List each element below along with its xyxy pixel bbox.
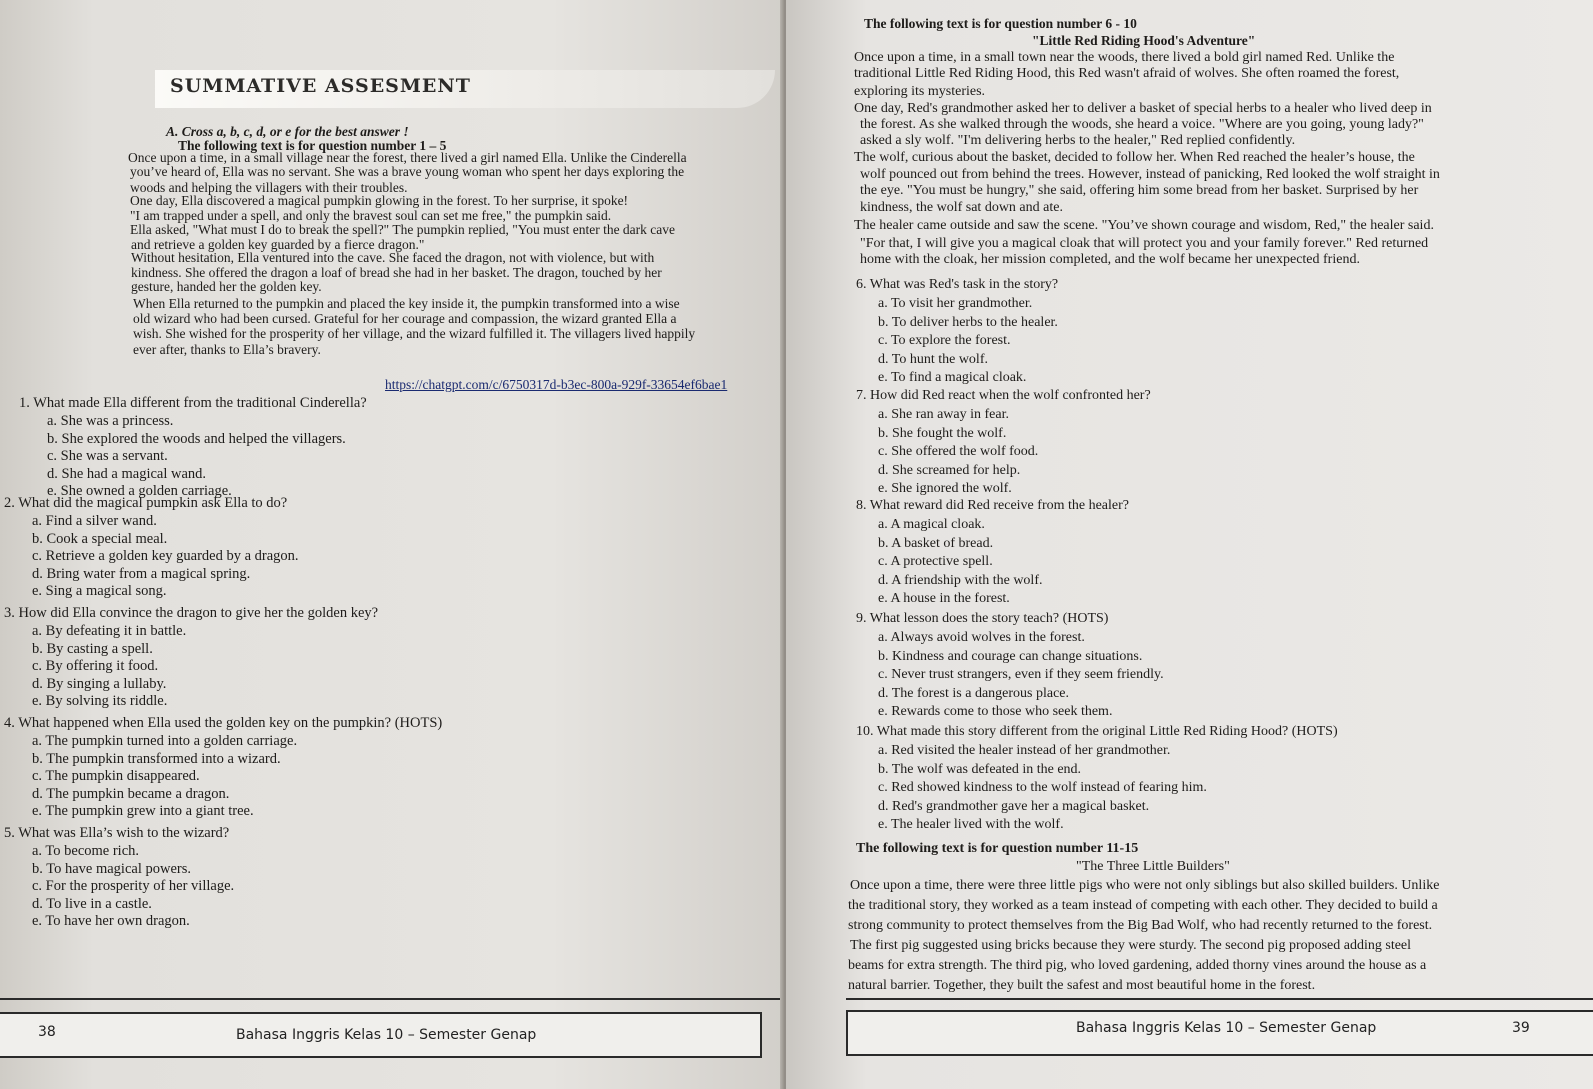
- text-intro: The following text is for question number 1 – 5: [178, 138, 447, 153]
- story-title: "Little Red Riding Hood's Adventure": [1032, 33, 1256, 48]
- question-stem: 10. What made this story different from the original Little Red Riding Hood? (HOTS): [856, 724, 1338, 739]
- answer-option: a. The pumpkin turned into a golden carriage.: [32, 733, 298, 749]
- passage-line: beams for extra strength. The third pig, who loved gardening, added thorny vines around the house as a: [848, 958, 1427, 973]
- question-stem: 4. What happened when Ella used the golden key on the pumpkin? (HOTS): [4, 715, 443, 731]
- answer-option: b. To deliver herbs to the healer.: [878, 314, 1058, 330]
- answer-option: a. Red visited the healer instead of her grandmother.: [878, 743, 1171, 758]
- footer-rule: [0, 998, 780, 1000]
- instruction: A. Cross a, b, c, d, or e for the best answer !: [166, 124, 409, 139]
- answer-option: c. Red showed kindness to the wolf instead of fearing him.: [878, 780, 1207, 795]
- answer-option: d. To live in a castle.: [32, 895, 152, 912]
- answer-option: e. Sing a magical song.: [32, 583, 167, 599]
- answer-option: e. She owned a golden carriage.: [47, 483, 232, 499]
- footer-label: Bahasa Inggris Kelas 10 – Semester Genap: [1076, 1020, 1377, 1036]
- passage-line: Without hesitation, Ella ventured into the cave. She faced the dragon, not with violence, but with: [131, 250, 655, 265]
- left-page: [0, 0, 784, 1089]
- answer-option: e. A house in the forest.: [878, 591, 1010, 606]
- page-number: 38: [38, 1024, 56, 1040]
- answer-option: c. A protective spell.: [878, 554, 993, 569]
- passage-line: strong community to protect themselves from the Big Bad Wolf, who had recently returned to the forest.: [848, 918, 1433, 933]
- answer-option: a. She was a princess.: [47, 413, 174, 429]
- passage-line: Once upon a time, in a small village near the forest, there lived a girl named Ella. Unlike the Cinderella: [128, 150, 687, 165]
- answer-option: c. To explore the forest.: [878, 333, 1011, 348]
- question-stem: 9. What lesson does the story teach? (HOTS): [856, 611, 1109, 626]
- answer-option: c. She was a servant.: [47, 448, 168, 464]
- footer-rule: [846, 998, 1593, 1000]
- question-stem: 7. How did Red react when the wolf confronted her?: [856, 388, 1151, 403]
- question-stem: 6. What was Red's task in the story?: [856, 277, 1059, 292]
- passage-line: wish. She wished for the prosperity of her village, and the wizard fulfilled it. The villagers lived happily: [133, 326, 696, 341]
- answer-option: a. Find a silver wand.: [32, 513, 157, 529]
- question-stem: 5. What was Ella’s wish to the wizard?: [4, 825, 230, 841]
- passage-line: The first pig suggested using bricks because they were sturdy. The second pig proposed adding steel: [850, 938, 1412, 953]
- answer-option: d. She had a magical wand.: [47, 465, 207, 482]
- passage-line: you’ve heard of, Ella was no servant. She was a brave young woman who spent her days exploring the: [130, 164, 685, 179]
- page-number: 39: [1512, 1020, 1530, 1036]
- passage-line: The wolf, curious about the basket, decided to follow her. When Red reached the healer’s house, the: [854, 150, 1415, 165]
- answer-option: c. The pumpkin disappeared.: [32, 768, 200, 784]
- answer-option: d. By singing a lullaby.: [32, 675, 167, 692]
- passage-line: old wizard who had been cursed. Grateful for her courage and compassion, the wizard granted Ella a: [133, 311, 677, 326]
- passage-line: Once upon a time, in a small town near the woods, there lived a bold girl named Red. Unlike the: [854, 50, 1395, 65]
- passage-line: woods and helping the villagers with their troubles.: [130, 180, 408, 195]
- passage-line: exploring its mysteries.: [854, 84, 986, 99]
- passage-line: kindness, the wolf sat down and ate.: [860, 200, 1063, 215]
- answer-option: e. She ignored the wolf.: [878, 481, 1012, 496]
- passage-line: One day, Ella discovered a magical pumpkin glowing in the forest. To her surprise, it spoke!: [130, 193, 629, 208]
- passage-line: the eye. "You must be hungry," she said, offering him some bread from her basket. Surprised by her: [860, 183, 1419, 198]
- answer-option: d. To hunt the wolf.: [878, 351, 988, 367]
- answer-option: a. Always avoid wolves in the forest.: [878, 630, 1085, 645]
- passage-line: Ella asked, "What must I do to break the spell?" The pumpkin replied, "You must enter the dark cave: [130, 222, 676, 237]
- answer-option: a. To visit her grandmother.: [878, 296, 1033, 311]
- question-stem: 1. What made Ella different from the traditional Cinderella?: [19, 395, 367, 411]
- passage-line: One day, Red's grandmother asked her to deliver a basket of special herbs to a healer who lived deep in: [854, 101, 1432, 116]
- answer-option: a. By defeating it in battle.: [32, 623, 187, 639]
- text-intro-2: The following text is for question number 11-15: [856, 841, 1139, 856]
- passage-line: natural barrier. Together, they built the safest and most beautiful home in the forest.: [848, 978, 1316, 993]
- answer-option: b. She fought the wolf.: [878, 425, 1007, 441]
- passage-line: the forest. As she walked through the woods, she heard a voice. "Where are you going, young lady?": [860, 117, 1424, 132]
- answer-option: b. By casting a spell.: [32, 640, 153, 657]
- passage-line: kindness. She offered the dragon a loaf of bread she had in her basket. The dragon, touched by her: [131, 265, 662, 280]
- passage-line: "For that, I will give you a magical cloak that will protect you and your family forever." Red returned: [860, 236, 1429, 251]
- passage-line: and retrieve a golden key guarded by a fierce dragon.": [131, 237, 425, 252]
- right-page: [786, 0, 1593, 1089]
- answer-option: c. By offering it food.: [32, 658, 159, 674]
- section-title: SUMMATIVE ASSESMENT: [170, 75, 471, 97]
- answer-option: a. A magical cloak.: [878, 517, 985, 532]
- passage-line: When Ella returned to the pumpkin and placed the key inside it, the pumpkin transformed into a wise: [133, 296, 680, 311]
- answer-option: e. To find a magical cloak.: [878, 370, 1027, 385]
- answer-option: c. Never trust strangers, even if they seem friendly.: [878, 667, 1164, 682]
- answer-option: e. By solving its riddle.: [32, 693, 168, 709]
- answer-option: e. The pumpkin grew into a giant tree.: [32, 803, 254, 819]
- question-stem: 8. What reward did Red receive from the healer?: [856, 498, 1129, 513]
- answer-option: b. To have magical powers.: [32, 860, 191, 877]
- answer-option: e. The healer lived with the wolf.: [878, 817, 1064, 832]
- passage-line: "I am trapped under a spell, and only the bravest soul can set me free," the pumpkin said.: [130, 208, 612, 223]
- story-title-2: "The Three Little Builders": [1076, 859, 1230, 874]
- answer-option: d. She screamed for help.: [878, 462, 1021, 478]
- answer-option: c. She offered the wolf food.: [878, 444, 1039, 459]
- answer-option: b. A basket of bread.: [878, 535, 994, 551]
- answer-option: c. For the prosperity of her village.: [32, 878, 235, 894]
- passage-line: asked a sly wolf. "I'm delivering herbs to the healer," Red replied confidently.: [860, 133, 1296, 148]
- passage-line: the traditional story, they worked as a team instead of competing with each other. They decided to build a: [848, 898, 1438, 913]
- text-intro: The following text is for question number 6 - 10: [864, 16, 1137, 31]
- answer-option: c. Retrieve a golden key guarded by a dragon.: [32, 548, 299, 564]
- answer-option: d. The forest is a dangerous place.: [878, 685, 1070, 701]
- answer-option: b. Kindness and courage can change situations.: [878, 648, 1143, 664]
- answer-option: b. Cook a special meal.: [32, 530, 168, 547]
- source-link[interactable]: https://chatgpt.com/c/6750317d-b3ec-800a-929f-33654ef6bae1: [385, 377, 728, 392]
- answer-option: b. The pumpkin transformed into a wizard.: [32, 750, 281, 767]
- answer-option: d. A friendship with the wolf.: [878, 572, 1043, 588]
- footer-label: Bahasa Inggris Kelas 10 – Semester Genap: [236, 1027, 537, 1043]
- passage-line: ever after, thanks to Ella’s bravery.: [133, 342, 321, 357]
- answer-option: b. She explored the woods and helped the villagers.: [47, 430, 346, 447]
- answer-option: a. To become rich.: [32, 843, 140, 859]
- passage-line: wolf pounced out from behind the trees. However, instead of panicking, Red looked the wolf straight in: [860, 167, 1440, 182]
- passage-line: The healer came outside and saw the scene. "You’ve shown courage and wisdom, Red," the healer said.: [854, 218, 1434, 233]
- passage-line: Once upon a time, there were three little pigs who were not only siblings but also skilled builders. Unlike: [850, 878, 1440, 893]
- answer-option: d. Red's grandmother gave her a magical basket.: [878, 798, 1150, 814]
- passage-line: gesture, handed her the golden key.: [131, 279, 322, 294]
- passage-line: traditional Little Red Riding Hood, this Red wasn't afraid of wolves. She often roamed the forest,: [854, 66, 1400, 81]
- answer-option: a. She ran away in fear.: [878, 407, 1009, 422]
- answer-option: b. The wolf was defeated in the end.: [878, 761, 1082, 777]
- passage-line: home with the cloak, her mission completed, and the wolf became her unexpected friend.: [860, 252, 1360, 267]
- answer-option: d. The pumpkin became a dragon.: [32, 785, 230, 802]
- answer-option: d. Bring water from a magical spring.: [32, 565, 251, 582]
- answer-option: e. To have her own dragon.: [32, 913, 190, 929]
- answer-option: e. Rewards come to those who seek them.: [878, 704, 1113, 719]
- question-stem: 2. What did the magical pumpkin ask Ella to do?: [4, 495, 288, 511]
- question-stem: 3. How did Ella convince the dragon to give her the golden key?: [4, 605, 379, 621]
